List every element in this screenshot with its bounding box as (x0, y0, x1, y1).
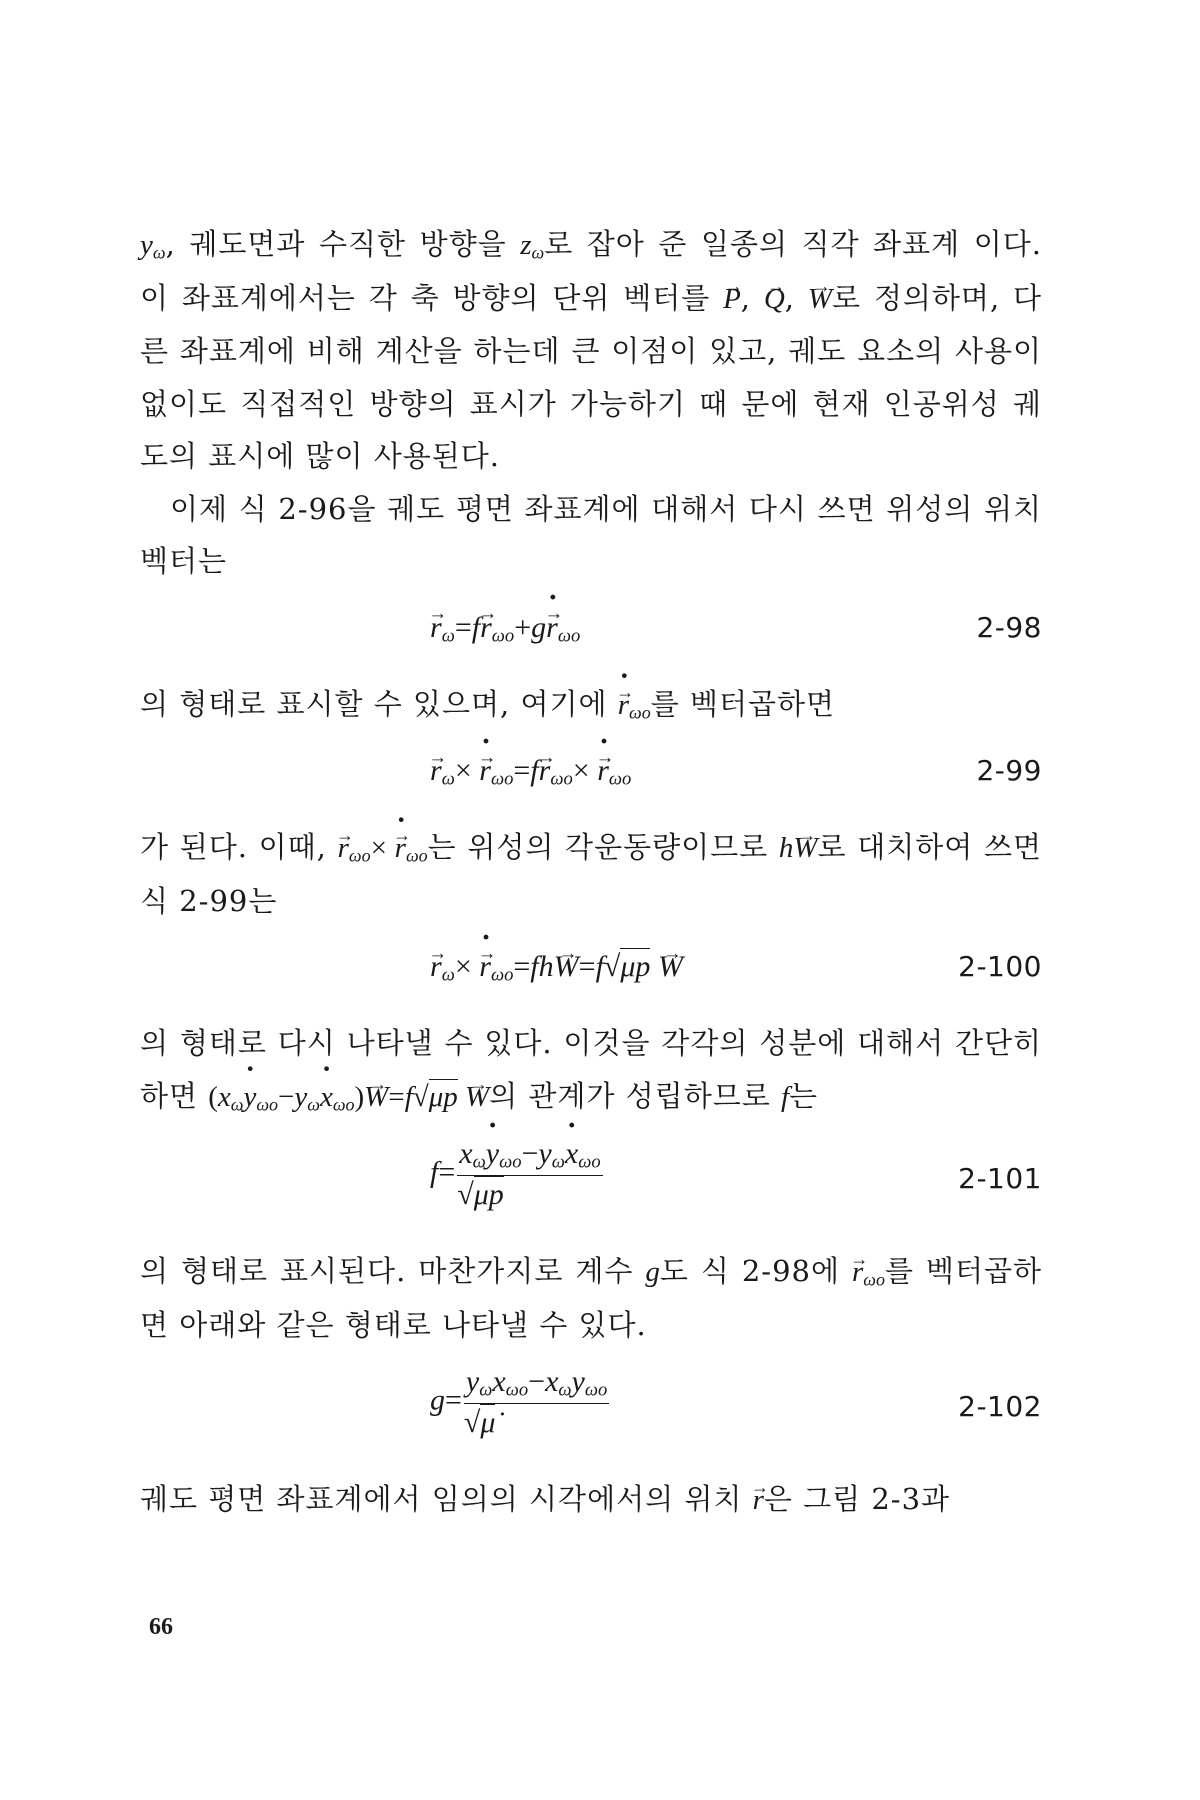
vec-W: W → (658, 941, 683, 994)
sym-f: f (471, 610, 481, 644)
sym-h: h (778, 832, 794, 864)
text-run: , (740, 280, 764, 315)
text-run: 는 (789, 1078, 819, 1113)
sym-ydot: · y (486, 1135, 499, 1173)
vec-r: r → (539, 745, 551, 798)
denominator (464, 1404, 609, 1442)
vec-r-dot: · r → (479, 941, 491, 994)
vector-P: P → (723, 273, 741, 326)
sym-xdot: · x (320, 1071, 333, 1124)
sym-g: g (531, 610, 547, 644)
paragraph-6 (140, 1245, 1042, 1351)
sym-z: z (520, 229, 532, 261)
vec-W: W → (793, 822, 817, 875)
sub-omega: ω (531, 242, 545, 263)
equation-number: 2-100 (958, 950, 1042, 983)
sub: ωo (490, 964, 514, 986)
paragraph-1 (140, 218, 1042, 483)
text-run: 궤도 요소의 사용이 없이도 직접적인 방향의 표시가 가능하기 때 (140, 334, 1042, 421)
sub: ω (307, 1093, 320, 1114)
op: × (454, 950, 472, 983)
numerator (457, 1135, 602, 1176)
paragraph-7 (140, 1473, 1042, 1527)
vec-r: r → (430, 941, 442, 994)
math-r-wo (852, 1256, 885, 1288)
equation-2-99 (140, 739, 1042, 811)
vec-r-dot: · r → (597, 745, 609, 798)
text-run: 가 된다. 이때, (140, 830, 338, 864)
sub: ωo (557, 625, 581, 647)
op: − (528, 1365, 546, 1398)
sym-f: f (595, 950, 604, 983)
vec-W: W → (364, 1071, 388, 1124)
op: = (445, 1383, 462, 1417)
sub: ωo (863, 1269, 885, 1290)
sub: ω (558, 1379, 572, 1401)
sym-y: y (571, 1365, 585, 1398)
text-run: , (784, 280, 808, 315)
sub: ωo (490, 768, 514, 790)
vec-r-dot: · r → (479, 745, 491, 798)
text-run: 로 대치하여 쓰면 식 2-99는 (140, 830, 1043, 918)
vec-r-dot: · r → (546, 602, 558, 655)
sub-omega: ω (152, 242, 166, 263)
sym-f: f (404, 1080, 413, 1113)
equation-expression (430, 941, 683, 994)
page-number: 66 (149, 1614, 173, 1640)
radicand: μp (428, 1080, 458, 1113)
equation-2-101 (140, 1131, 1042, 1235)
vec-r-dot: · r → (395, 822, 406, 875)
vec-W: W → (554, 941, 579, 994)
text-run: 이다. 이 좌표계에서는 각 축 방향의 단위 벡터를 (140, 227, 1043, 315)
math-hW (779, 832, 818, 864)
sym-f: f (530, 950, 539, 983)
text-run: 궤도 평면 좌표계에서 임의의 시각에서의 위치 (140, 1482, 753, 1516)
sym-g: g (430, 1383, 445, 1417)
math-r-cross (338, 832, 428, 864)
sqrt-sign: √ (412, 1080, 429, 1113)
vec-r: r → (753, 1474, 764, 1527)
text-run: 로 잡아 준 일종의 직각 좌표계 (544, 227, 961, 261)
sub: ωo (405, 845, 428, 866)
numerator (464, 1363, 609, 1404)
op: = (454, 610, 472, 644)
paragraph-2: 이제 식 2-96을 궤도 평면 좌표계에 대해서 다시 쓰면 위성의 위치 벡터는 (140, 491, 1042, 578)
vec-r: r → (430, 602, 442, 655)
text-run: 문에 현재 인공위성 궤도의 표시에 많이 사용된다. (140, 386, 1043, 473)
text-run: 의 형태로 다시 나타낼 수 있다. 이것을 각각의 성분에 대해서 간단히 하면 (140, 1026, 1042, 1113)
vector-W: W → (808, 273, 832, 326)
equation-2-98 (140, 596, 1042, 668)
sym-y: y (294, 1080, 308, 1113)
paragraph-5 (140, 1017, 1042, 1123)
text-run: 의 관계가 성립하므로 (489, 1078, 781, 1113)
sub: ωo (578, 1151, 601, 1173)
op: ( (208, 1080, 218, 1113)
sym-x: x (217, 1080, 231, 1113)
equation-expression (430, 745, 631, 798)
text-run: 의 형태로 표시된다. 마찬가지로 계수 (140, 1254, 646, 1288)
sub: ω (551, 1151, 565, 1173)
sqrt-sign: √ (603, 950, 621, 983)
vec-r-dot: · r → (618, 679, 629, 732)
sub: ω (441, 625, 455, 647)
sub: ωo (584, 1379, 608, 1401)
vec-r: r → (430, 745, 442, 798)
op: ) (354, 1080, 365, 1113)
sub: ω (441, 964, 455, 986)
op: × (370, 832, 387, 864)
equation-expression (430, 1363, 609, 1442)
comma: , (165, 227, 176, 261)
paragraph-4 (140, 821, 1042, 927)
sub: ωo (550, 768, 573, 790)
sym-x: x (459, 1137, 473, 1170)
sym-xdot: · x (565, 1135, 578, 1173)
fraction (464, 1363, 609, 1442)
op: × (572, 754, 590, 787)
text-run: 의 형태로 표시할 수 있으며, 여기에 (140, 686, 618, 721)
op: − (278, 1080, 295, 1113)
sym-y: y (538, 1137, 552, 1170)
equation-number: 2-101 (958, 1162, 1042, 1195)
text-run: 정의하며, 다른 좌표계에 비해 계산을 하는데 큰 이점이 있고, (140, 280, 1043, 368)
math-inline-relation (208, 1081, 489, 1113)
sym-f: f (780, 1080, 790, 1113)
radicand: μ̇ (480, 1406, 496, 1439)
denominator (457, 1176, 602, 1214)
sub: ωo (505, 1379, 529, 1401)
equation-expression (430, 1135, 603, 1214)
sym-f: f (530, 754, 539, 787)
sym-f: f (430, 1155, 439, 1189)
op: = (513, 754, 531, 787)
text-run: 은 그림 2-3과 (763, 1482, 951, 1516)
sub: ωo (499, 1151, 522, 1173)
radicand: μp (473, 1178, 504, 1211)
op: = (513, 950, 531, 983)
text-run: 를 벡터곱하면 아래와 같은 형태로 나타낼 수 있다. (140, 1254, 1042, 1342)
sym-ydot: · y (243, 1071, 256, 1124)
equation-number: 2-99 (976, 754, 1042, 787)
equation-2-102 (140, 1359, 1042, 1463)
text-run: 도 식 2-98에 (659, 1254, 852, 1288)
text-run: 로 (832, 280, 862, 315)
text-run: 궤도면과 수직한 방향을 (189, 227, 521, 261)
radicand: μp (620, 950, 651, 983)
sub: ω (230, 1093, 244, 1114)
math-rdot-wo (618, 689, 651, 721)
equation-number: 2-98 (976, 610, 1042, 644)
sym-x: x (492, 1365, 506, 1398)
sym-y: y (465, 1365, 480, 1398)
sqrt-sign: √ (457, 1178, 474, 1211)
equation-expression (430, 602, 580, 655)
sub: ωo (256, 1093, 279, 1114)
text-run: 는 위성의 각운동량이므로 (427, 830, 779, 864)
equation-number: 2-102 (958, 1390, 1042, 1423)
paragraph-3 (140, 678, 1042, 732)
op: = (438, 1155, 456, 1189)
fraction (457, 1135, 602, 1214)
body-text (140, 218, 1042, 1527)
math-z-omega (520, 229, 544, 261)
vec-W: W → (465, 1071, 489, 1124)
vector-Q: Q → (764, 273, 785, 326)
text-run: 를 벡터곱하면 (650, 686, 836, 721)
sub: ωo (629, 701, 651, 722)
sqrt-sign: √ (463, 1406, 481, 1439)
sub: ωo (608, 768, 632, 790)
sub: ωo (348, 845, 371, 866)
op: − (521, 1137, 539, 1170)
vec-r: r → (480, 602, 492, 655)
sub: ω (479, 1379, 493, 1401)
op: × (454, 754, 472, 787)
equation-2-100 (140, 935, 1042, 1007)
sym-y: y (140, 229, 153, 261)
op: + (514, 610, 532, 644)
op: = (388, 1080, 405, 1113)
sub: ωo (332, 1093, 355, 1114)
math-y-omega (140, 229, 166, 261)
vec-r: r → (852, 1246, 863, 1299)
sub: ωo (491, 625, 515, 647)
sym-x: x (545, 1365, 559, 1398)
sym-h: h (538, 950, 554, 983)
vec-r: r → (338, 822, 349, 875)
sub: ω (441, 768, 455, 790)
sub: ω (472, 1151, 486, 1173)
op: = (578, 950, 596, 983)
sym-g: g (645, 1256, 660, 1288)
